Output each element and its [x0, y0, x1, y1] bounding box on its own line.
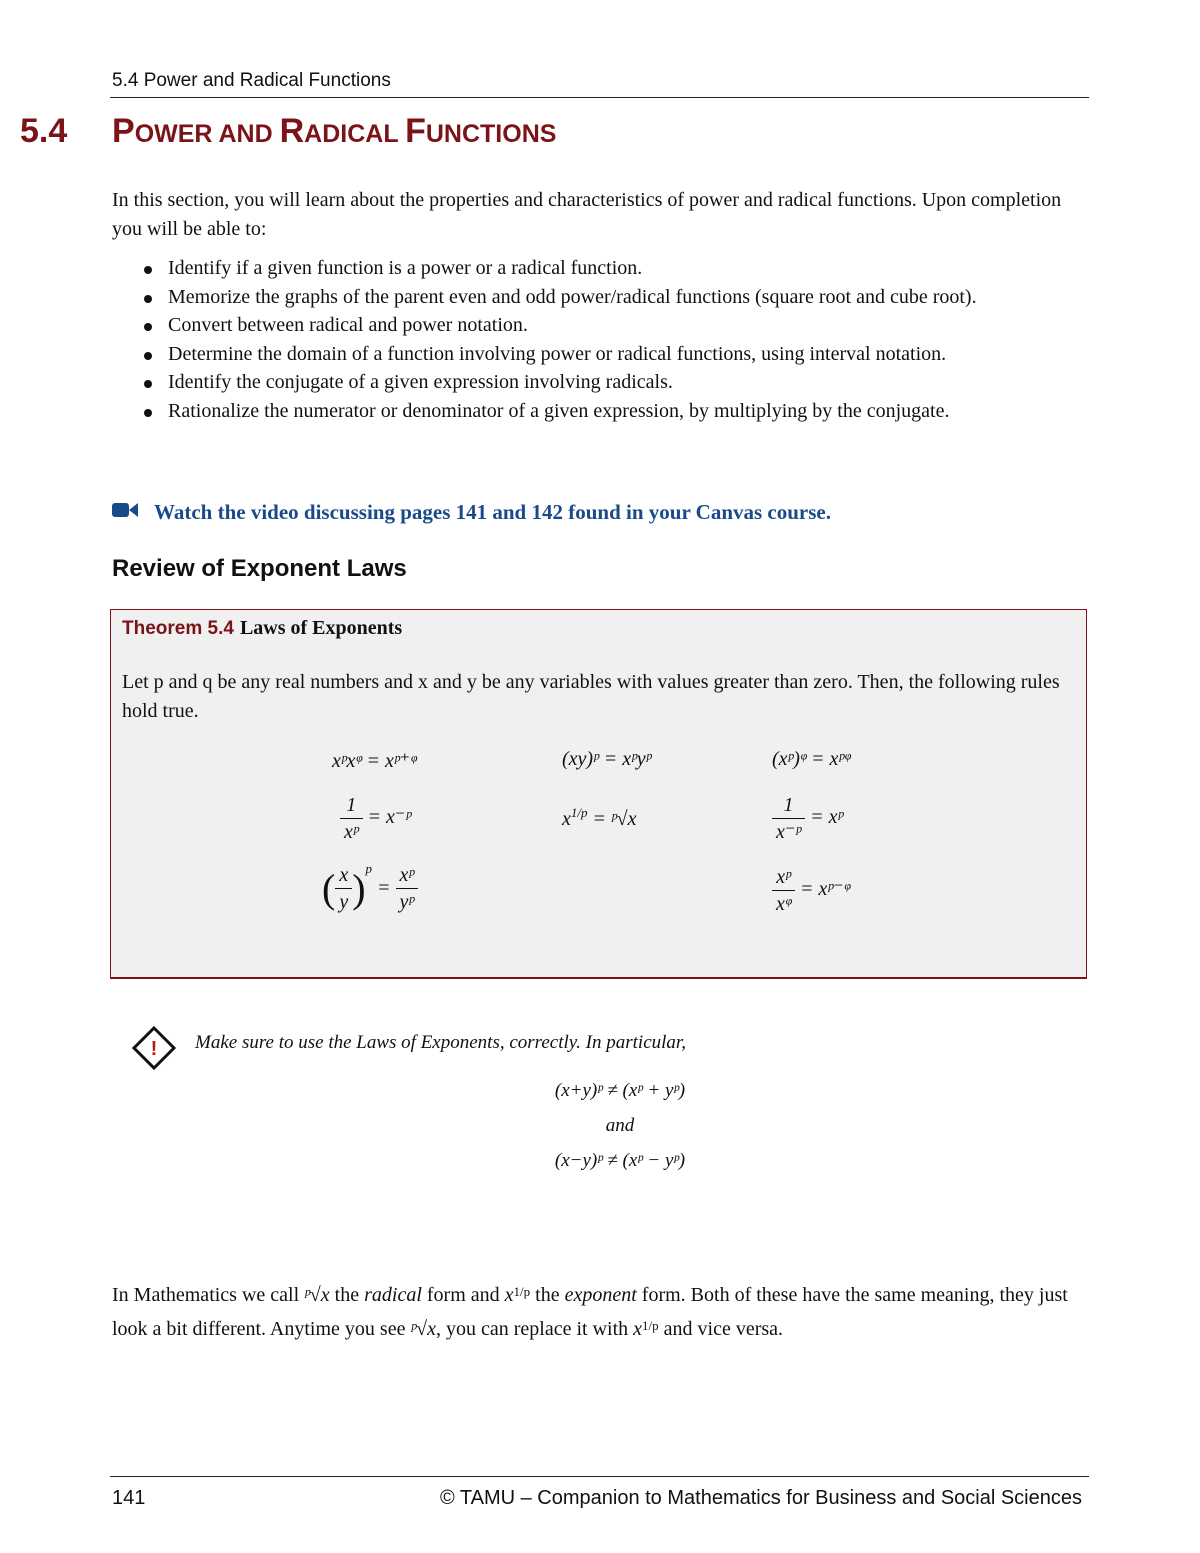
rule-quotient-power: ( $\frac{x}{y}$ )$^p$ = $\frac{\text{xᵖ}}{\text{yᵖ}}$ — [322, 864, 418, 913]
list-item: Rationalize the numerator or denominator of a given expression, by multiplying by the conjugate. — [140, 397, 1090, 426]
list-item: Determine the domain of a function involving power or radical functions, using interval notation. — [140, 340, 1090, 369]
section-title: POWER AND RADICAL FUNCTIONS — [112, 112, 557, 150]
inequality-sum: (x+y)ᵖ ≠ (xᵖ + yᵖ) — [554, 1080, 686, 1101]
warning-text: Make sure to use the Laws of Exponents, correctly. In particular, — [195, 1032, 686, 1053]
objectives-list — [140, 254, 1090, 425]
inequality-conjunction: and — [605, 1115, 635, 1136]
list-item: Memorize the graphs of the parent even and odd power/radical functions (square root and cube root). — [140, 283, 1090, 312]
list-item: Identify the conjugate of a given expression involving radicals. — [140, 368, 1090, 397]
rule-negative-inverse: $\frac{1}{\text{x⁻ᵖ}}$ = xᵖ — [772, 794, 843, 843]
inequality-difference: (x−y)ᵖ ≠ (xᵖ − yᵖ) — [554, 1150, 686, 1171]
page-number: 141 — [112, 1487, 146, 1509]
theorem-title: Theorem 5.4 Laws of Exponents — [122, 617, 403, 639]
rule-negative-exponent: $\frac{1}{\text{xᵖ}}$ = x⁻ᵖ — [340, 794, 411, 843]
video-link[interactable] — [112, 500, 831, 527]
exclamation-diamond-icon — [132, 1026, 176, 1075]
list-item: Identify if a given function is a power or a radical function. — [140, 254, 1090, 283]
rule-power-of-product: (xy)ᵖ = xᵖyᵖ — [562, 748, 652, 770]
video-camera-icon — [112, 500, 138, 525]
theorem-box — [110, 609, 1087, 979]
running-header: 5.4 Power and Radical Functions — [112, 70, 391, 91]
intro-paragraph: In this section, you will learn about the properties and characteristics of power and radical functions. Upon completion you will be able to: — [112, 189, 1062, 240]
subsection-title: Review of Exponent Laws — [112, 555, 407, 582]
rule-fractional-exponent: $x^{1/p}$ = ᵖ√x — [562, 805, 637, 830]
footer-copyright: © TAMU – Companion to Mathematics for Business and Social Sciences — [439, 1487, 1082, 1509]
rule-power-of-power: (xᵖ)ᵠ = xᵖᵠ — [772, 748, 851, 770]
rule-quotient: $\frac{\text{xᵖ}}{\text{xᵠ}}$ = xᵖ⁻ᵠ — [772, 866, 850, 915]
list-item: Convert between radical and power notation. — [140, 311, 1090, 340]
closing-paragraph: In Mathematics we call ᵖ√x the radical form and $x^{1/p}$ the exponent form. Both of these have the same meaning, they just look a bit different. Anytime you see ᵖ√x, you can replace it with $x^{1/p}$ and vice versa. — [112, 1284, 1068, 1340]
theorem-body: Let p and q be any real numbers and x and y be any variables with values greater than zero. Then, the following rules hold true. — [122, 671, 1060, 722]
footer-rule — [110, 1476, 1089, 1477]
header-rule — [110, 97, 1089, 98]
section-number: 5.4 — [20, 112, 68, 150]
video-link-text[interactable]: Watch the video discussing pages 141 and 142 found in your Canvas course. — [154, 500, 831, 524]
rule-product: xᵖxᵠ = xᵖ⁺ᵠ — [332, 750, 417, 772]
svg-text:!: ! — [150, 1038, 158, 1060]
